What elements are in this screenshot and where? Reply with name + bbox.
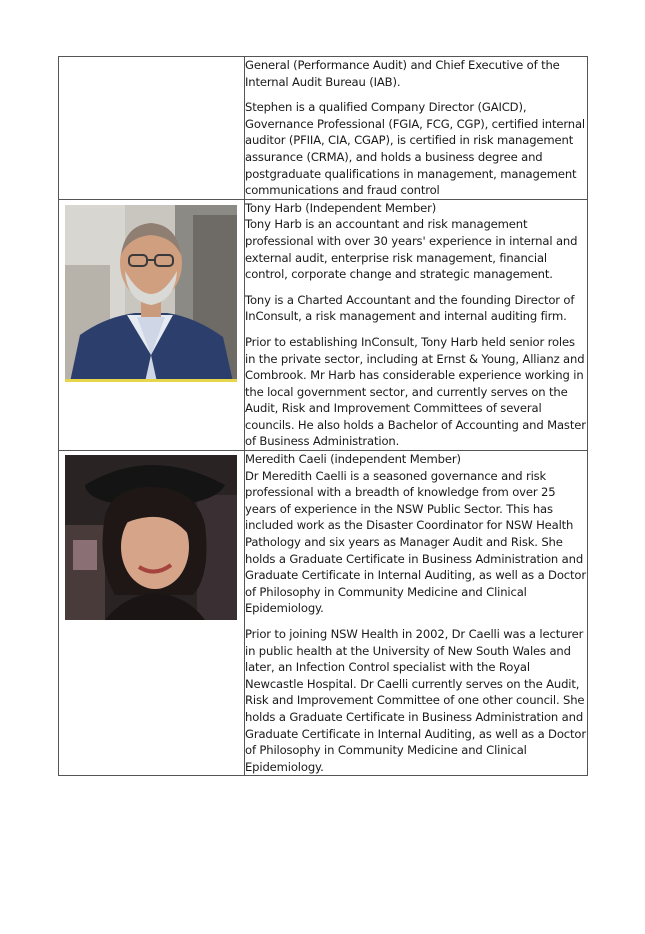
member-name: Tony Harb (Independent Member) xyxy=(245,200,437,215)
table-row xyxy=(59,57,588,200)
bio-paragraph: General (Performance Audit) and Chief Executive of the Internal Audit Bureau (IAB). xyxy=(245,58,560,89)
member-photo-meredith-caeli xyxy=(65,455,237,620)
member-photo-tony-harb xyxy=(65,205,237,382)
bio-cell xyxy=(245,451,588,776)
photo-cell-empty xyxy=(59,57,245,200)
committee-members-table xyxy=(58,56,588,776)
table-row xyxy=(59,199,588,450)
bio-paragraph: Stephen is a qualified Company Director (GAICD), Governance Professional (FGIA, FCG, CGP), certified internal auditor (PFIIA, CIA, CGAP), is certified in risk management assurance (CRMA), and holds a business degree and postgraduate qualifications in management, management communications and fraud control xyxy=(245,100,585,198)
member-name: Meredith Caeli (independent Member) xyxy=(245,452,461,467)
bio-paragraph: Prior to establishing InConsult, Tony Harb held senior roles in the private sector, including at Ernst & Young, Allianz and Combrook. Mr Harb has considerable experience working in the local government sector, and currently serves on the Audit, Risk and Improvement Committees of several councils. He also holds a Bachelor of Accounting and Master of Business Administration. xyxy=(245,334,586,449)
bio-paragraph: Tony Harb is an accountant and risk management professional with over 30 years' experience in internal and external audit, enterprise risk management, financial control, corporate change and strategic management. xyxy=(245,217,578,282)
photo-cell xyxy=(59,199,245,450)
bio-paragraph: Dr Meredith Caelli is a seasoned governance and risk professional with a breadth of knowledge from over 25 years of experience in the NSW Public Sector. This has included work as the Disaster Coordinator for NSW Health Pathology and six years as Manager Audit and Risk. She holds a Graduate Certificate in Business Administration and Graduate Certificate in Internal Auditing, as well as a Doctor of Philosophy in Community Medicine and Clinical Epidemiology. xyxy=(245,468,586,616)
bio-cell xyxy=(245,199,588,450)
bio-paragraph: Prior to joining NSW Health in 2002, Dr Caelli was a lecturer in public health at the University of New South Wales and later, an Infection Control specialist with the Royal Newcastle Hospital. Dr Caelli currently serves on the Audit, Risk and Improvement Committee of one other council. She holds a Graduate Certificate in Business Administration and Graduate Certificate in Internal Auditing, as well as a Doctor of Philosophy in Community Medicine and Clinical Epidemiology. xyxy=(245,627,586,774)
bio-paragraph: Tony is a Charted Accountant and the founding Director of InConsult, a risk management and internal auditing firm. xyxy=(245,292,575,324)
photo-cell xyxy=(59,451,245,776)
bio-cell xyxy=(245,57,588,200)
table-row xyxy=(59,451,588,776)
